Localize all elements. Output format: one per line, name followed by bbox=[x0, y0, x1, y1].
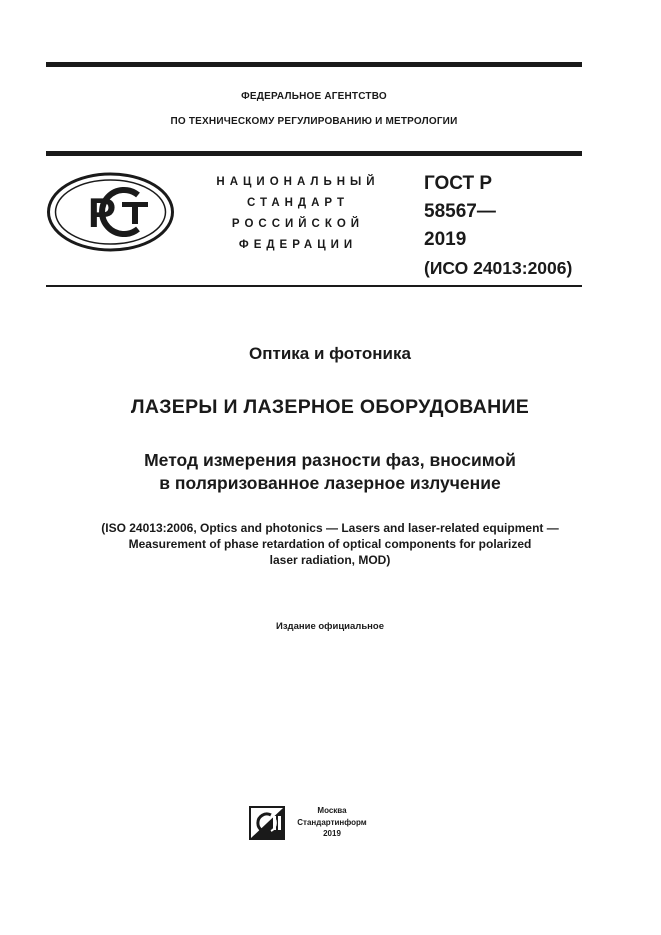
standard-designation bbox=[424, 170, 594, 282]
bottom-rule bbox=[46, 285, 582, 287]
publisher-name: Стандартинформ bbox=[297, 817, 367, 827]
agency-name-line2: ПО ТЕХНИЧЕСКОМУ РЕГУЛИРОВАНИЮ И МЕТРОЛОГИИ bbox=[170, 116, 458, 127]
middle-rule bbox=[46, 151, 582, 156]
rst-certification-mark-icon bbox=[46, 172, 175, 252]
national-standard-line: РОССИЙСКОЙ bbox=[231, 218, 365, 230]
iso-reference-line1: (ISO 24013:2006, Optics and photonics — Lasers and laser-related equipment — bbox=[101, 521, 559, 535]
subtitle-line1: Метод измерения разности фаз, вносимой bbox=[144, 450, 516, 470]
edition-note: Издание официальное bbox=[276, 621, 384, 632]
iso-reference bbox=[40, 520, 620, 568]
standartinform-logo-icon bbox=[249, 806, 285, 840]
national-standard-label bbox=[200, 172, 396, 256]
iso-reference-line3: laser radiation, MOD) bbox=[269, 553, 391, 567]
publication-year: 2019 bbox=[323, 829, 341, 838]
publisher-info bbox=[296, 805, 368, 840]
subject-heading: Оптика и фотоника bbox=[249, 344, 411, 363]
iso-equivalent: (ИСО 24013:2006) bbox=[424, 258, 573, 278]
designation-line1: ГОСТ Р bbox=[424, 173, 493, 194]
national-standard-line: ФЕДЕРАЦИИ bbox=[238, 239, 358, 251]
subtitle-line2: в поляризованное лазерное излучение bbox=[159, 473, 501, 493]
document-title: ЛАЗЕРЫ И ЛАЗЕРНОЕ ОБОРУДОВАНИЕ bbox=[130, 396, 530, 418]
designation-line2: 58567— bbox=[424, 201, 496, 222]
svg-text:Р: Р bbox=[88, 189, 117, 236]
designation-line3: 2019 bbox=[424, 229, 467, 250]
national-standard-line: СТАНДАРТ bbox=[247, 197, 349, 209]
iso-reference-line2: Measurement of phase retardation of optical components for polarized bbox=[128, 537, 532, 551]
document-subtitle bbox=[40, 449, 620, 495]
agency-name-line1: ФЕДЕРАЛЬНОЕ АГЕНТСТВО bbox=[241, 91, 387, 102]
national-standard-line: НАЦИОНАЛЬНЫЙ bbox=[216, 176, 380, 188]
publisher-city: Москва bbox=[317, 806, 347, 815]
top-rule bbox=[46, 62, 582, 67]
